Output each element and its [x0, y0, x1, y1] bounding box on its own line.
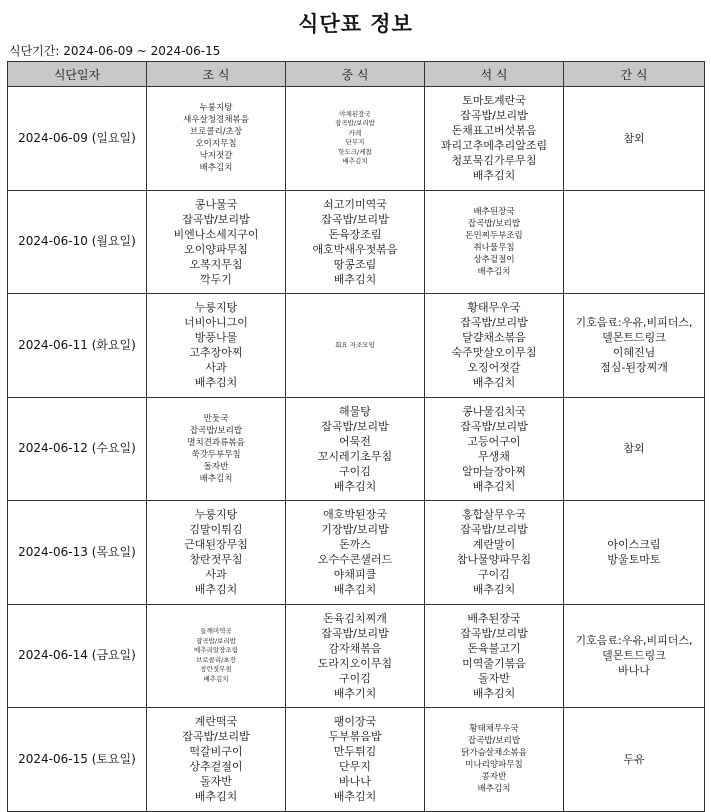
menu-item: 바나나 [339, 775, 371, 789]
menu-item: 잡곡밥/보리밥 [182, 730, 250, 744]
menu-item: 배추김치 [472, 376, 516, 390]
menu-item: 창란젓무침 [200, 665, 232, 674]
cell-lunch [286, 708, 425, 812]
menu-item: 근대된장무침 [184, 538, 248, 552]
table-row [8, 190, 705, 294]
menu-item: 애호박새우젓볶음 [312, 242, 398, 256]
table-row [8, 294, 705, 398]
cell-breakfast [147, 708, 286, 812]
menu-item: 배추김치 [477, 266, 511, 277]
menu-item: 방울토마토 [607, 553, 661, 567]
cell-snack [564, 708, 705, 812]
menu-item: 상추겉절이 [189, 760, 243, 774]
menu-item: 배추김치 [477, 784, 511, 795]
menu-item: 토마토계란국 [462, 94, 526, 108]
menu-item: 콩나물국 [194, 197, 238, 211]
menu-item: 돈민찌두부조림 [465, 230, 523, 241]
menu-item: 잡곡밥/보리밥 [321, 419, 389, 433]
menu-item: 참외 [623, 442, 645, 456]
menu-item: 잡곡밥/보리밥 [321, 626, 389, 640]
menu-item: 야채피클 [333, 568, 377, 582]
menu-item: 단무지 [339, 760, 371, 774]
cell-lunch [286, 397, 425, 501]
menu-item: 배추김치 [194, 376, 238, 390]
menu-item: 계란말이 [472, 538, 516, 552]
table-row [8, 708, 705, 812]
menu-item: 멸치견과류볶음 [187, 437, 245, 448]
menu-item: 배추김치 [333, 790, 377, 804]
menu-item: 배추김치 [472, 169, 516, 183]
page-title: 식단표 정보 [298, 12, 413, 36]
menu-item: 회요 자조모임 [335, 340, 375, 349]
header-date: 식단일자 [8, 62, 147, 87]
menu-item: 카레 [348, 128, 362, 137]
menu-item: 사과 [205, 361, 227, 375]
menu-item: 배추김치 [199, 473, 233, 484]
menu-item: 기호음료:우유,비피더스, [575, 634, 693, 648]
menu-item: 돈육불고기 [467, 641, 521, 655]
menu-item: 배추김치 [194, 790, 238, 804]
menu-item: 땅콩조림 [333, 257, 377, 271]
cell-snack [564, 501, 705, 605]
menu-item: 델몬트드링크 [602, 649, 666, 663]
cell-snack [564, 397, 705, 501]
cell-dinner [425, 397, 564, 501]
menu-item: 잡곡밥/보리밥 [321, 212, 389, 226]
menu-item: 해물탕 [339, 404, 371, 418]
menu-item: 배추김치 [333, 583, 377, 597]
menu-item: 취나물무침 [473, 242, 515, 253]
menu-item: 잡곡밥/보리밥 [189, 425, 243, 436]
cell-date: 2024-06-13 (목요일) [8, 501, 147, 605]
menu-item: 방풍나물 [194, 331, 238, 345]
cell-date: 2024-06-15 (토요일) [8, 708, 147, 812]
menu-item: 잡곡밥/보리밥 [182, 212, 250, 226]
header-snack: 간 식 [564, 62, 705, 87]
menu-item: 브로콜리/초장 [189, 127, 243, 138]
menu-item: 깍두기 [200, 272, 232, 286]
menu-item: 잡곡밥/보리밥 [460, 109, 528, 123]
menu-item: 쑥갓두부무침 [191, 449, 241, 460]
menu-item: 들깨미역국 [200, 627, 232, 636]
table-row [8, 87, 705, 191]
menu-item: 돈육장조림 [328, 227, 382, 241]
menu-item: 애호박된장국 [323, 508, 387, 522]
menu-item: 배추김치 [194, 583, 238, 597]
header-dinner: 석 식 [425, 62, 564, 87]
menu-item: 야채된장국 [339, 109, 371, 118]
menu-item: 참나물양파무침 [456, 553, 532, 567]
cell-lunch [286, 604, 425, 708]
menu-item: 낙지젓갈 [199, 151, 233, 162]
cell-date: 2024-06-11 (화요일) [8, 294, 147, 398]
menu-item: 오복지무침 [189, 257, 243, 271]
menu-item: 잡곡밥/보리밥 [460, 419, 528, 433]
menu-item: 홍합살무우국 [462, 508, 526, 522]
menu-item: 잡곡밥/보리밥 [460, 316, 528, 330]
cell-breakfast [147, 294, 286, 398]
menu-item: 창란젓무침 [189, 553, 243, 567]
menu-item: 만두튀김 [333, 745, 377, 759]
menu-item: 잡곡밥/보리밥 [460, 626, 528, 640]
menu-item: 단무지 [345, 138, 365, 147]
cell-breakfast [147, 501, 286, 605]
menu-item: 쇠고기미역국 [323, 197, 387, 211]
menu-item: 콩자반 [481, 772, 507, 783]
cell-dinner [425, 501, 564, 605]
menu-item: 배추된장국 [473, 206, 515, 217]
menu-item: 배추김치 [472, 686, 516, 700]
menu-item: 두부볶음밥 [328, 730, 382, 744]
table-header-row [8, 62, 705, 87]
cell-snack [564, 190, 705, 294]
menu-item: 배추김치 [333, 272, 377, 286]
cell-snack [564, 87, 705, 191]
menu-item: 구이김 [339, 464, 371, 478]
meal-table [7, 61, 705, 812]
menu-item: 누룽지탕 [194, 508, 238, 522]
menu-item: 만둣국 [203, 413, 229, 424]
cell-dinner [425, 190, 564, 294]
menu-item: 청포묵김가루무침 [451, 154, 537, 168]
menu-item: 오징어젓갈 [467, 361, 521, 375]
menu-item: 돌자반 [478, 671, 510, 685]
menu-item: 잡곡밥/보리밥 [335, 119, 375, 128]
cell-dinner [425, 87, 564, 191]
menu-item: 황태무우국 [467, 301, 521, 315]
menu-item: 두유 [623, 752, 645, 766]
header-lunch: 중 식 [286, 62, 425, 87]
cell-breakfast [147, 190, 286, 294]
menu-item: 배추김치 [472, 479, 516, 493]
menu-item: 계란떡국 [194, 715, 238, 729]
menu-period: 식단기간: 2024-06-09 ~ 2024-06-15 [9, 44, 221, 58]
menu-item: 돈육김치찌개 [323, 611, 387, 625]
menu-item: 배추김치 [342, 157, 368, 166]
cell-breakfast [147, 87, 286, 191]
cell-breakfast [147, 397, 286, 501]
menu-item: 구이김 [478, 568, 510, 582]
cell-date: 2024-06-10 (월요일) [8, 190, 147, 294]
menu-item: 팽이장국 [333, 715, 377, 729]
menu-item: 잡곡밥/보리밥 [196, 636, 236, 645]
cell-lunch [286, 190, 425, 294]
menu-item: 배추된장국 [467, 611, 521, 625]
menu-item: 오이양파무침 [184, 242, 248, 256]
menu-item: 돌자반 [200, 775, 232, 789]
menu-item: 잡곡밥/보리밥 [467, 736, 521, 747]
menu-item: 고등어구이 [467, 434, 521, 448]
cell-dinner [425, 604, 564, 708]
menu-item: 떡갈비구이 [189, 745, 243, 759]
menu-item: 김말이튀김 [189, 523, 243, 537]
cell-date: 2024-06-12 (수요일) [8, 397, 147, 501]
menu-item: 오이지무침 [195, 139, 237, 150]
menu-item: 비엔나소세지구이 [173, 227, 259, 241]
menu-item: 감자채볶음 [328, 641, 382, 655]
menu-item: 어묵전 [339, 434, 371, 448]
cell-lunch [286, 294, 425, 398]
menu-item: 배추김치 [472, 583, 516, 597]
menu-item: 구이김 [339, 671, 371, 685]
menu-item: 잡곡밥/보리밥 [460, 523, 528, 537]
menu-item: 브로콜리/초장 [196, 655, 236, 664]
menu-item: 돌자반 [203, 461, 229, 472]
menu-item: 고추장아찌 [189, 346, 243, 360]
menu-item: 숙주맛살오이무침 [451, 346, 537, 360]
menu-item: 기호음료:우유,비피더스, [575, 316, 693, 330]
menu-item: 도라지오이무침 [317, 656, 393, 670]
menu-item: 오수수콘샐러드 [317, 553, 393, 567]
table-row [8, 397, 705, 501]
cell-date: 2024-06-14 (금요일) [8, 604, 147, 708]
menu-item: 새우살청경채볶음 [183, 115, 249, 126]
menu-item: 잡곡밥/보리밥 [467, 218, 521, 229]
menu-item: 사과 [205, 568, 227, 582]
menu-item: 꼬시레기초무침 [317, 449, 393, 463]
menu-item: 메추리알장조림 [194, 646, 238, 655]
cell-snack [564, 294, 705, 398]
menu-item: 점심-된장찌개 [600, 361, 668, 375]
cell-lunch [286, 87, 425, 191]
menu-item: 누룽지탕 [194, 301, 238, 315]
menu-item: 미역줄기볶음 [462, 656, 526, 670]
menu-item: 배추김치 [203, 674, 229, 683]
menu-item: 이혜진님 [612, 346, 656, 360]
table-row [8, 501, 705, 605]
menu-item: 배추김치 [333, 479, 377, 493]
menu-item: 미나리양파무침 [465, 760, 523, 771]
menu-item: 달걀채소볶음 [462, 331, 526, 345]
table-row [8, 604, 705, 708]
menu-item: 돈채표고버섯볶음 [451, 124, 537, 138]
cell-snack [564, 604, 705, 708]
menu-item: 너비아니그이 [184, 316, 248, 330]
cell-dinner [425, 294, 564, 398]
menu-item: 꽈리고추메추리알조림 [440, 139, 548, 153]
cell-date: 2024-06-09 (일요일) [8, 87, 147, 191]
menu-item: 콩나물김치국 [462, 404, 526, 418]
menu-item: 핫도크/케찹 [338, 147, 372, 156]
menu-item: 참외 [623, 131, 645, 145]
menu-item: 황태채무우국 [469, 724, 519, 735]
menu-item: 누룽지탕 [199, 103, 233, 114]
menu-item: 닭가슴살채소볶음 [461, 748, 527, 759]
cell-lunch [286, 501, 425, 605]
menu-item: 상추겉절이 [473, 254, 515, 265]
menu-item: 델몬트드링크 [602, 331, 666, 345]
menu-item: 돈까스 [339, 538, 371, 552]
menu-item: 무생채 [478, 449, 510, 463]
menu-item: 바나나 [618, 664, 650, 678]
cell-dinner [425, 708, 564, 812]
header-breakfast: 조 식 [147, 62, 286, 87]
menu-item: 아이스크림 [607, 538, 661, 552]
cell-breakfast [147, 604, 286, 708]
menu-item: 배추기치 [333, 686, 377, 700]
menu-item: 알마늘장아찌 [462, 464, 526, 478]
menu-item: 기장밥/보리밥 [321, 523, 389, 537]
menu-item: 배추김치 [199, 163, 233, 174]
